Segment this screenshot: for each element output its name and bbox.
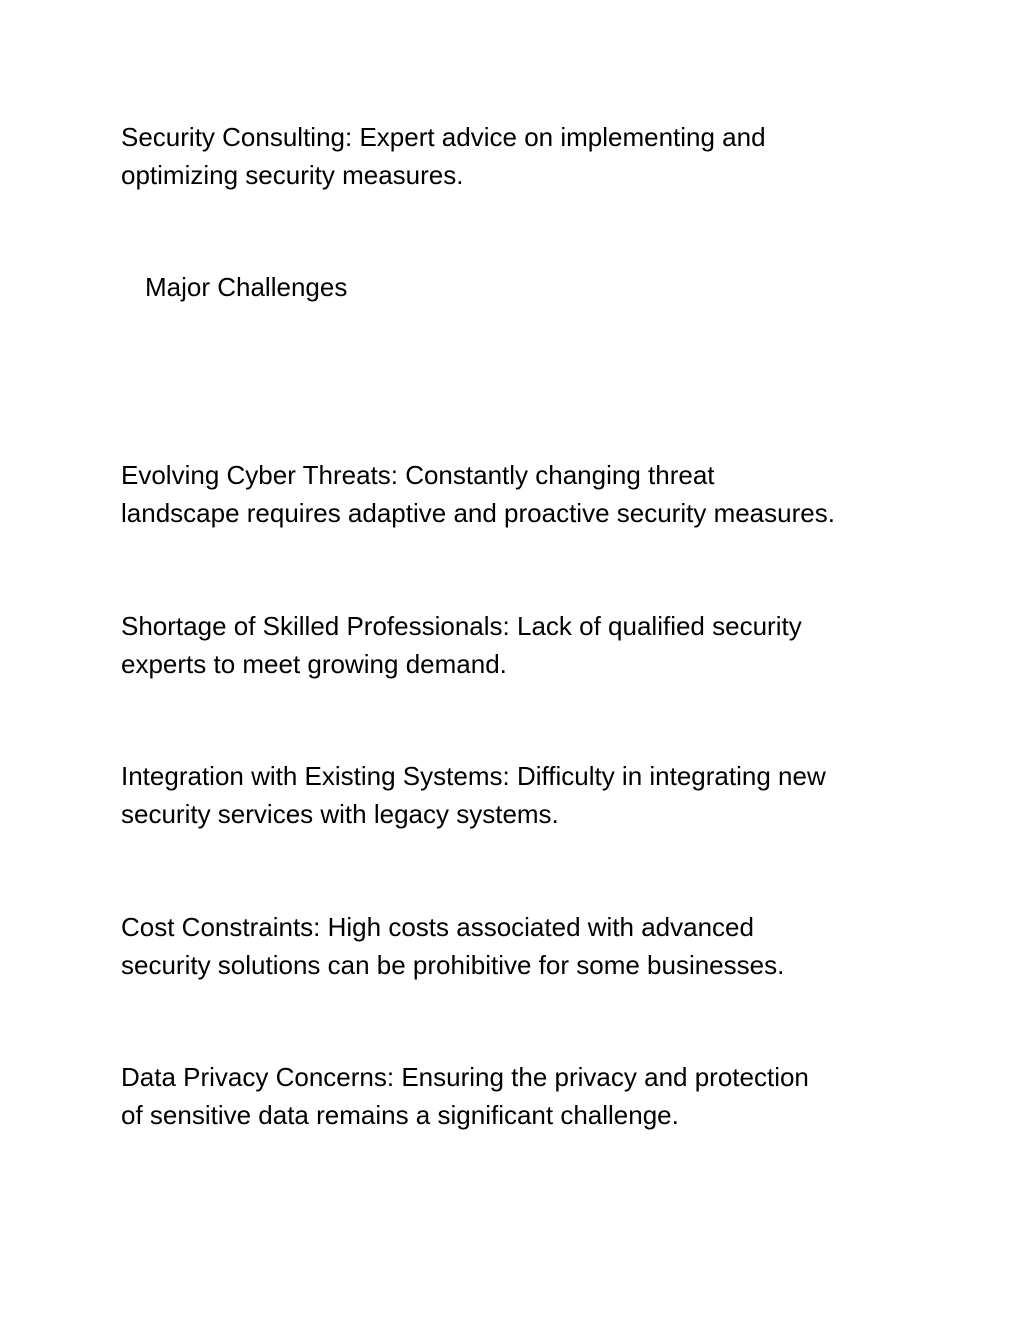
section-heading-major-challenges: Major Challenges [145,272,348,302]
challenge-evolving-cyber-threats: Evolving Cyber Threats: Constantly changing threat landscape requires adaptive and proactive security measures. [121,460,835,528]
security-consulting-paragraph: Security Consulting: Expert advice on implementing and optimizing security measures. [121,122,766,190]
challenge-cost-constraints: Cost Constraints: High costs associated with advanced security solutions can be prohibitive for some businesses. [121,912,785,980]
challenge-shortage-of-skilled-professionals: Shortage of Skilled Professionals: Lack of qualified security experts to meet growing demand. [121,611,802,679]
challenge-data-privacy-concerns: Data Privacy Concerns: Ensuring the privacy and protection of sensitive data remains a significant challenge. [121,1062,809,1130]
challenge-integration-with-existing-systems: Integration with Existing Systems: Difficulty in integrating new security services with legacy systems. [121,761,826,829]
